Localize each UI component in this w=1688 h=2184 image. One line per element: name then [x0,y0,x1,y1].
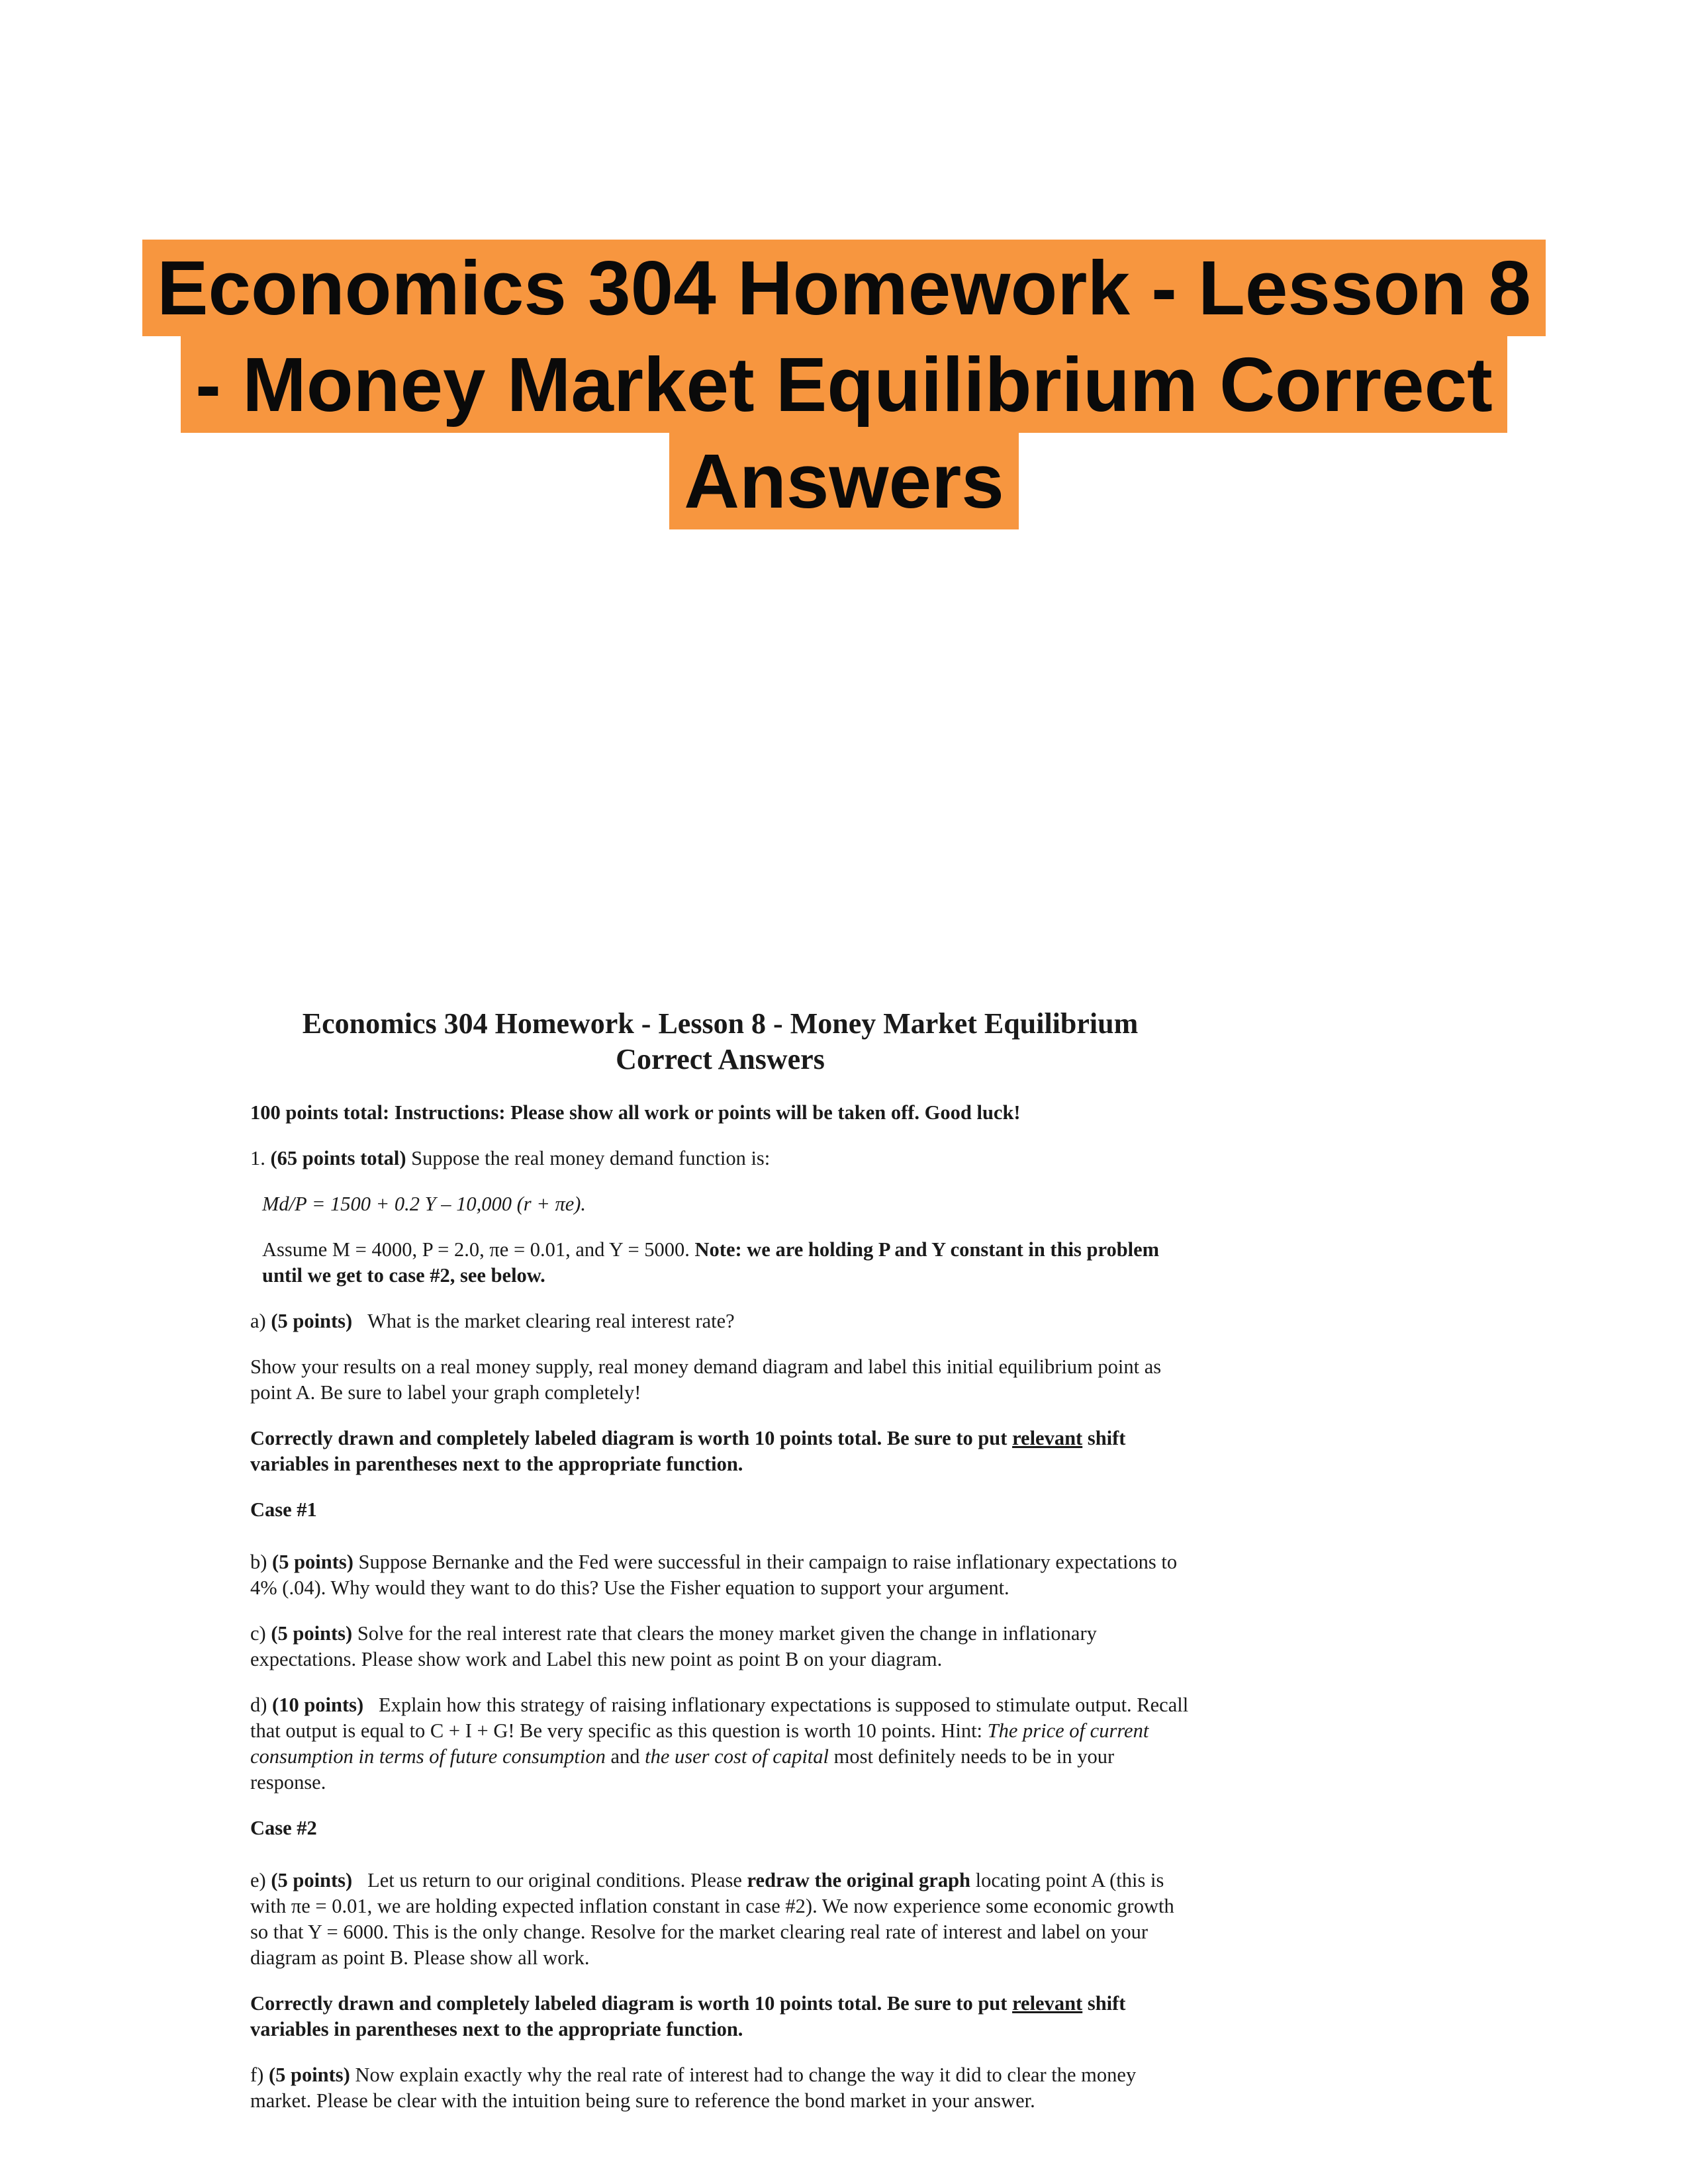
question-e-text-2: locating point A (this is with πe = 0.01, we are holding expected inflation constant in case #2). We now experience some economic growth so that Y = 6000. This is the only change. Resolve for the market clearing real rate of interest and label on your diagram as point B. Please show all work. [250,1869,1174,1969]
question-a-points: (5 points) [271,1310,353,1332]
question-e-points: (5 points) [271,1869,353,1891]
document-title-line-1: Economics 304 Homework - Lesson 8 - Money Market Equilibrium [302,1007,1139,1040]
question-1-points: (65 points total) [270,1147,406,1169]
question-d-hint-end: most definitely needs to be in your response. [250,1745,1115,1794]
banner-title-line-1: Economics 304 Homework - Lesson 8 [142,240,1546,336]
question-f-points: (5 points) [268,2064,350,2086]
money-demand-formula: Md/P = 1500 + 0.2 Y – 10,000 (r + πe). [262,1193,586,1215]
banner-title-line-3: Answers [669,433,1019,529]
document-title [250,1006,1190,1077]
question-1 [250,1146,1190,1171]
case-2-heading: Case #2 [250,1817,317,1839]
question-e-text-1: Let us return to our original conditions. Please [367,1869,742,1891]
diagram-note-1-relevant: relevant [1012,1427,1083,1449]
question-b-text: Suppose Bernanke and the Fed were successful in their campaign to raise inflationary expectations to 4% (.04). Why would they want to do this? Use the Fisher equation to support your argument. [250,1551,1178,1599]
show-results-text: Show your results on a real money supply, real money demand diagram and label this initial equilibrium point as point A. Be sure to label your graph completely! [250,1355,1162,1404]
question-a [250,1308,1190,1334]
banner-title [0,240,1688,529]
document-title-line-2: Correct Answers [616,1043,825,1075]
question-a-label: a) [250,1310,266,1332]
question-e-label: e) [250,1869,266,1891]
assumptions-note: Note: we are holding P and Y constant in this problem until we get to case #2, see below. [262,1238,1160,1287]
question-d-hint-1: The price of current consumption in terms of future consumption [250,1719,1149,1768]
question-1-number: 1. [250,1147,265,1169]
question-b-points: (5 points) [272,1551,353,1573]
document-preview [250,1006,1190,2134]
question-c-text: Solve for the real interest rate that clears the money market given the change in inflationary expectations. Please show work and Label this new point as point B on your diagram. [250,1622,1097,1670]
diagram-note-1-start: Correctly drawn and completely labeled diagram is worth 10 points total. Be sure to put [250,1427,1008,1449]
diagram-note-2 [250,1991,1190,2042]
diagram-note-2-end: shift variables in parentheses next to the appropriate function. [250,1992,1126,2040]
diagram-note-1 [250,1426,1190,1477]
diagram-note-2-start: Correctly drawn and completely labeled diagram is worth 10 points total. Be sure to put [250,1992,1008,2015]
question-d-label: d) [250,1694,267,1716]
diagram-note-2-relevant: relevant [1012,1992,1083,2015]
assumptions [250,1237,1190,1289]
question-1-text: Suppose the real money demand function is: [411,1147,771,1169]
assumptions-values: Assume M = 4000, P = 2.0, πe = 0.01, and Y = 5000. [262,1238,690,1261]
question-b [250,1549,1190,1601]
question-d [250,1692,1190,1796]
question-c [250,1621,1190,1672]
question-c-label: c) [250,1622,266,1645]
question-d-hint-2: the user cost of capital [645,1745,829,1768]
question-b-label: b) [250,1551,267,1573]
question-d-text: Explain how this strategy of raising inflationary expectations is supposed to stimulate output. Recall that output is equal to C + I + G! Be very specific as this question is worth 10 points. Hint: [250,1694,1189,1742]
diagram-note-1-end: shift variables in parentheses next to the appropriate function. [250,1427,1126,1475]
question-e [250,1868,1190,1971]
question-d-hint-and: and [610,1745,640,1768]
question-f-label: f) [250,2064,264,2086]
question-f [250,2062,1190,2114]
case-1-heading: Case #1 [250,1498,317,1521]
banner-title-line-2: - Money Market Equilibrium Correct [181,336,1507,433]
question-a-text: What is the market clearing real interest rate? [367,1310,735,1332]
question-e-bold: redraw the original graph [747,1869,971,1891]
question-d-points: (10 points) [272,1694,364,1716]
question-f-text: Now explain exactly why the real rate of interest had to change the way it did to clear the money market. Please be clear with the intuition being sure to reference the bond market in your answer. [250,2064,1137,2112]
instructions: 100 points total: Instructions: Please show all work or points will be taken off. Good luck! [250,1101,1021,1124]
question-c-points: (5 points) [271,1622,353,1645]
